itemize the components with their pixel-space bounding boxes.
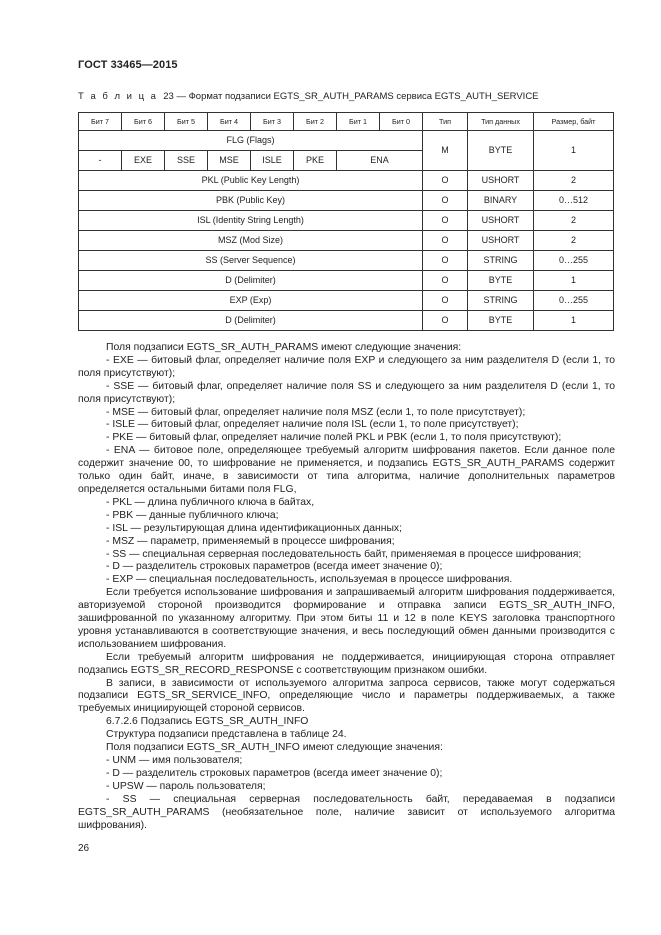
- table-caption-text: 23 — Формат подзаписи EGTS_SR_AUTH_PARAMS сервиса EGTS_AUTH_SERVICE: [163, 91, 539, 102]
- field-type: O: [423, 171, 468, 191]
- table-caption-prefix: Т а б л и ц а: [78, 91, 158, 102]
- paragraph: - SSE — битовый флаг, определяет наличие поля SS и следующего за ним разделителя D (если 1, то поля присутствуют);: [78, 380, 615, 405]
- field-name: D (Delimiter): [79, 271, 423, 291]
- field-size: 2: [534, 171, 614, 191]
- field-name: D (Delimiter): [79, 311, 423, 331]
- paragraph: - EXE — битовый флаг, определяет наличие поля EXP и следующего за ним разделителя D (если 1, то поля присутствуют);: [78, 354, 615, 379]
- table-row: [79, 231, 614, 251]
- field-data-type: USHORT: [468, 211, 534, 231]
- field-size: 1: [534, 311, 614, 331]
- flags-data-type: BYTE: [468, 131, 534, 171]
- table-row: [79, 291, 614, 311]
- field-name: EXP (Exp): [79, 291, 423, 311]
- flag-bit: PKE: [294, 151, 337, 171]
- field-size: 1: [534, 271, 614, 291]
- column-header: Тип: [423, 113, 468, 131]
- table-caption: [78, 91, 539, 102]
- paragraph: - MSZ — параметр, применяемый в процессе шифрования;: [106, 535, 395, 547]
- table-row: [79, 271, 614, 291]
- paragraph: - ISLE — битовый флаг, определяет наличие поля ISL (если 1, то поле присутствует);: [106, 419, 519, 431]
- field-name: SS (Server Sequence): [79, 251, 423, 271]
- column-header: Бит 0: [380, 113, 423, 131]
- body-text: [78, 342, 615, 832]
- paragraph: - ISL — результирующая длина идентификационных данных;: [106, 522, 402, 534]
- paragraph: - UPSW — пароль пользователя;: [106, 780, 266, 792]
- paragraph: В записи, в зависимости от используемого алгоритма запроса сервисов, также могут содержаться подзаписи EGTS_SR_SERVICE_INFO, определяющие число и параметры поддерживаемых, а также требуемых инициирующей стороной сервисов.: [78, 677, 615, 715]
- flag-bit: MSE: [208, 151, 251, 171]
- section-heading: 6.7.2.6 Подзапись EGTS_SR_AUTH_INFO: [106, 716, 309, 728]
- field-size: 0…512: [534, 191, 614, 211]
- paragraph: - EXP — специальная последовательность, используемая в процессе шифрования.: [106, 574, 513, 586]
- paragraph: - UNM — имя пользователя;: [106, 755, 243, 766]
- paragraph: Структура подзаписи представлена в таблице 24.: [106, 729, 347, 741]
- column-header: Бит 5: [165, 113, 208, 131]
- column-header: Бит 1: [337, 113, 380, 131]
- paragraph: Если требуется использование шифрования и запрашиваемый алгоритм шифрования поддерживается, авторизуемой стороной производится формирование и отправка записи EGTS_SR_AUTH_INFO, зашифрованной по указанному алгоритму. При этом биты 11 и 12 в поле KEYS заголовка транспортного уровня устанавливаются в соответствующие значения, и весь последующий обмен данными производится с использованием шифрования.: [78, 587, 615, 650]
- paragraph: - PKE — битовый флаг, определяет наличие полей PKL и PBK (если 1, то поля присутствуют);: [106, 432, 562, 444]
- paragraph: Поля подзаписи EGTS_SR_AUTH_INFO имеют следующие значения:: [106, 742, 443, 754]
- field-size: 0…255: [534, 251, 614, 271]
- field-type: O: [423, 191, 468, 211]
- field-type: O: [423, 211, 468, 231]
- column-header: Бит 2: [294, 113, 337, 131]
- paragraph: Поля подзаписи EGTS_SR_AUTH_PARAMS имеют следующие значения:: [106, 342, 462, 353]
- column-header: Тип данных: [468, 113, 534, 131]
- paragraph: - SS — специальная серверная последовательность байт, передаваемая в подзаписи EGTS_SR_AUTH_PARAMS (необязательное поле, наличие зависит от используемого алгоритма шифрования).: [78, 793, 615, 831]
- field-data-type: USHORT: [468, 231, 534, 251]
- paragraph: - PBK — данные публичного ключа;: [106, 509, 279, 521]
- flags-label: FLG (Flags): [79, 131, 423, 151]
- table-row: [79, 171, 614, 191]
- field-name: ISL (Identity String Length): [79, 211, 423, 231]
- flags-label-row: [79, 131, 614, 151]
- table-row: [79, 211, 614, 231]
- field-name: MSZ (Mod Size): [79, 231, 423, 251]
- flags-size: 1: [534, 131, 614, 171]
- paragraph: - D — разделитель строковых параметров (всегда имеет значение 0);: [106, 767, 443, 779]
- field-data-type: STRING: [468, 251, 534, 271]
- table-header-row: [79, 113, 614, 131]
- paragraph: - SS — специальная серверная последовательность байт, применяемая в процессе шифрования;: [106, 548, 582, 560]
- flag-bit: EXE: [122, 151, 165, 171]
- column-header: Размер, байт: [534, 113, 614, 131]
- flag-bit: -: [79, 151, 122, 171]
- field-size: 0…255: [534, 291, 614, 311]
- field-size: 2: [534, 231, 614, 251]
- field-type: O: [423, 271, 468, 291]
- field-name: PKL (Public Key Length): [79, 171, 423, 191]
- field-type: O: [423, 291, 468, 311]
- paragraph: - D — разделитель строковых параметров (всегда имеет значение 0);: [106, 561, 443, 573]
- flag-bit: ISLE: [251, 151, 294, 171]
- format-table: [78, 112, 614, 331]
- table-row: [79, 191, 614, 211]
- field-data-type: BYTE: [468, 271, 534, 291]
- field-data-type: BYTE: [468, 311, 534, 331]
- flags-type: M: [423, 131, 468, 171]
- paragraph: - ENA — битовое поле, определяющее требуемый алгоритм шифрования пакетов. Если данное поле содержит значение 00, то шифрование не применяется, и подзапись EGTS_SR_AUTH_PARAMS содержит только один байт, иначе, в зависимости от типа алгоритма, наличие дополнительных параметров определяется остальными битами поля FLG,: [78, 445, 615, 495]
- document-header: ГОСТ 33465—2015: [78, 59, 178, 71]
- field-data-type: USHORT: [468, 171, 534, 191]
- page-number: 26: [78, 843, 90, 854]
- field-name: PBK (Public Key): [79, 191, 423, 211]
- field-data-type: BINARY: [468, 191, 534, 211]
- column-header: Бит 7: [79, 113, 122, 131]
- paragraph: Если требуемый алгоритм шифрования не поддерживается, инициирующая сторона отправляет подзапись EGTS_SR_RECORD_RESPONSE с соответствующим признаком ошибки.: [78, 651, 615, 676]
- field-data-type: STRING: [468, 291, 534, 311]
- column-header: Бит 3: [251, 113, 294, 131]
- table-row: [79, 251, 614, 271]
- table-row: [79, 311, 614, 331]
- field-type: O: [423, 231, 468, 251]
- paragraph: - PKL — длина публичного ключа в байтах,: [106, 496, 315, 508]
- field-size: 2: [534, 211, 614, 231]
- column-header: Бит 6: [122, 113, 165, 131]
- flag-bit: ENA: [337, 151, 423, 171]
- paragraph: - MSE — битовый флаг, определяет наличие поля MSZ (если 1, то поле присутствует);: [106, 406, 526, 418]
- flag-bit: SSE: [165, 151, 208, 171]
- column-header: Бит 4: [208, 113, 251, 131]
- field-type: O: [423, 311, 468, 331]
- field-type: O: [423, 251, 468, 271]
